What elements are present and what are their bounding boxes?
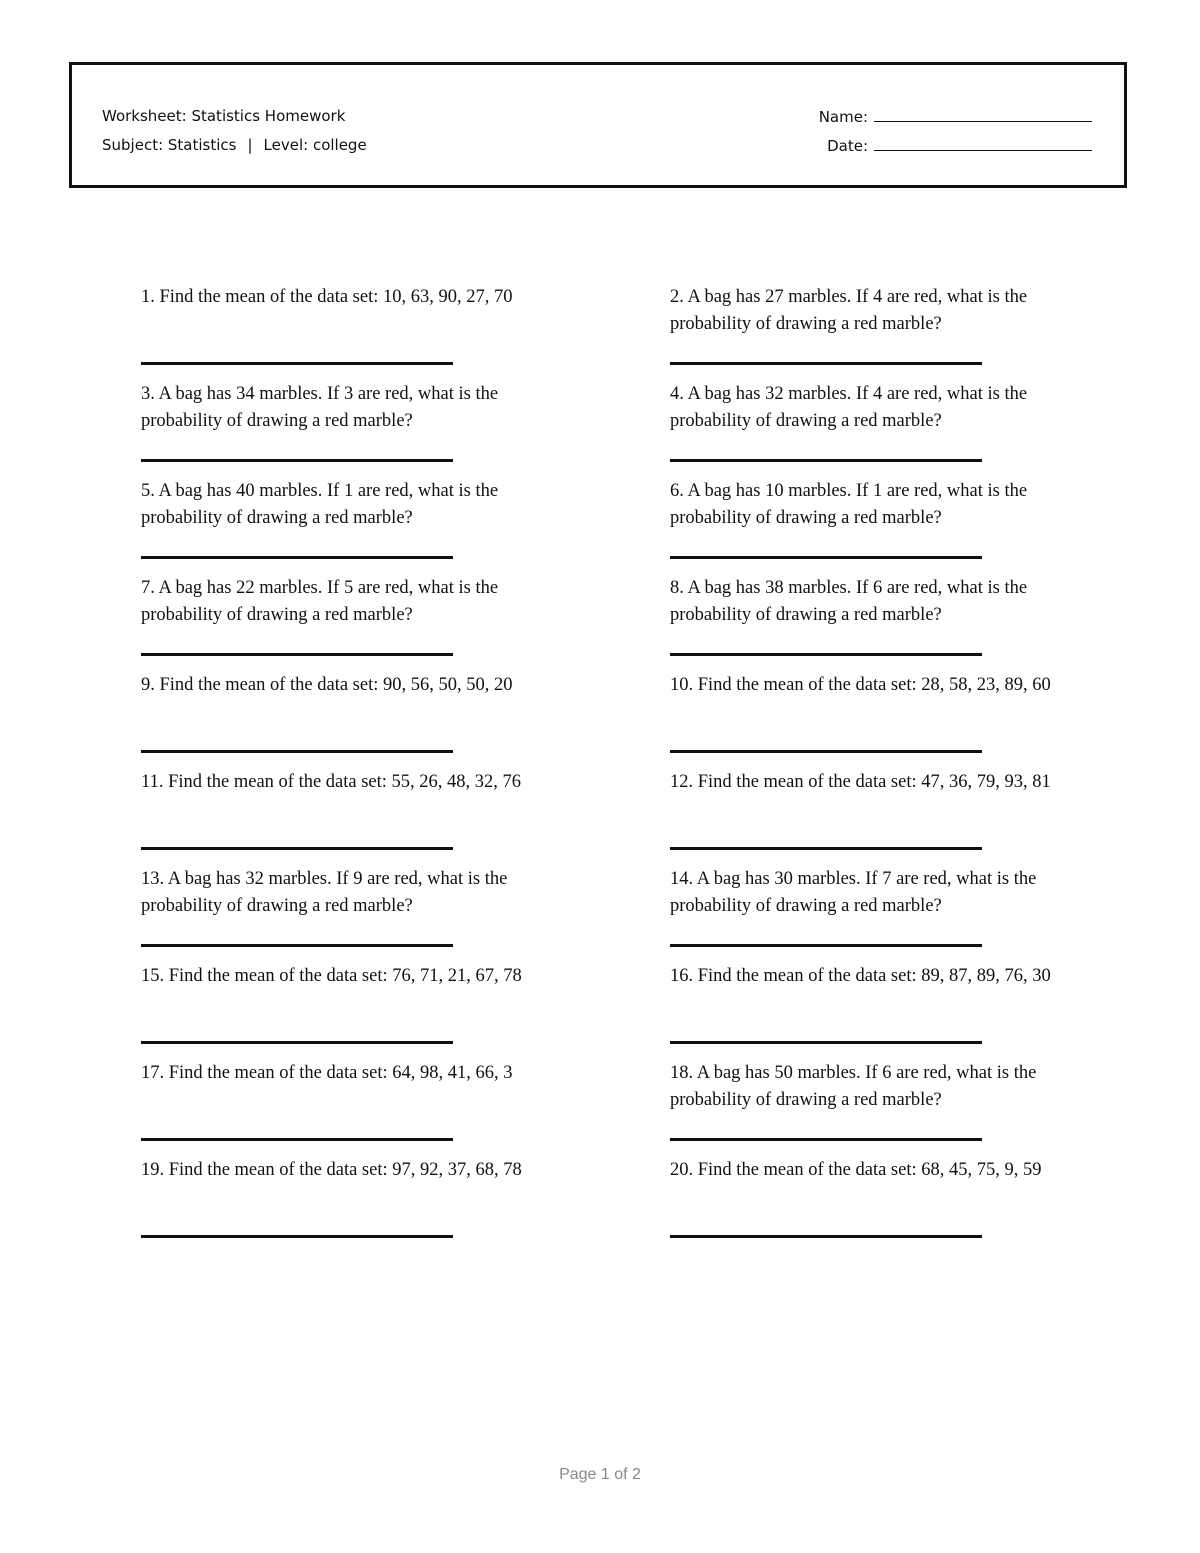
answer-line-20[interactable]: [670, 1235, 982, 1238]
answer-line-14[interactable]: [670, 944, 982, 947]
answer-line-13[interactable]: [141, 944, 453, 947]
answer-line-9[interactable]: [141, 750, 453, 753]
answer-line-17[interactable]: [141, 1138, 453, 1141]
answer-line-7[interactable]: [141, 653, 453, 656]
question-7: 7. A bag has 22 marbles. If 5 are red, what is the probability of drawing a red marble?: [141, 578, 499, 625]
question-3: 3. A bag has 34 marbles. If 3 are red, what is the probability of drawing a red marble?: [141, 384, 499, 431]
answer-line-2[interactable]: [670, 362, 982, 365]
answer-line-11[interactable]: [141, 847, 453, 850]
name-label: Name:: [818, 108, 868, 126]
level-label: Level: college: [263, 136, 367, 154]
answer-line-10[interactable]: [670, 750, 982, 753]
question-11: 11. Find the mean of the data set: 55, 26, 48, 32, 76: [141, 772, 522, 792]
question-13: 13. A bag has 32 marbles. If 9 are red, what is the probability of drawing a red marble?: [141, 869, 508, 916]
question-15: 15. Find the mean of the data set: 76, 71, 21, 67, 78: [141, 966, 522, 986]
question-16: 16. Find the mean of the data set: 89, 87, 89, 76, 30: [670, 966, 1051, 986]
page-number: Page 1 of 2: [559, 1466, 641, 1483]
answer-line-3[interactable]: [141, 459, 453, 462]
question-9: 9. Find the mean of the data set: 90, 56, 50, 50, 20: [141, 675, 513, 695]
question-2: 2. A bag has 27 marbles. If 4 are red, what is the probability of drawing a red marble?: [670, 287, 1028, 334]
question-20: 20. Find the mean of the data set: 68, 45, 75, 9, 59: [670, 1160, 1042, 1180]
question-14: 14. A bag has 30 marbles. If 7 are red, what is the probability of drawing a red marble?: [670, 869, 1037, 916]
separator: |: [247, 136, 253, 154]
subject-label: Subject: Statistics: [102, 136, 237, 154]
answer-line-12[interactable]: [670, 847, 982, 850]
question-1: 1. Find the mean of the data set: 10, 63, 90, 27, 70: [141, 287, 513, 307]
question-19: 19. Find the mean of the data set: 97, 92, 37, 68, 78: [141, 1160, 522, 1180]
answer-line-8[interactable]: [670, 653, 982, 656]
question-6: 6. A bag has 10 marbles. If 1 are red, what is the probability of drawing a red marble?: [670, 481, 1028, 528]
answer-line-6[interactable]: [670, 556, 982, 559]
question-4: 4. A bag has 32 marbles. If 4 are red, what is the probability of drawing a red marble?: [670, 384, 1028, 431]
question-5: 5. A bag has 40 marbles. If 1 are red, what is the probability of drawing a red marble?: [141, 481, 499, 528]
answer-line-4[interactable]: [670, 459, 982, 462]
answer-line-18[interactable]: [670, 1138, 982, 1141]
answer-line-16[interactable]: [670, 1041, 982, 1044]
question-17: 17. Find the mean of the data set: 64, 98, 41, 66, 3: [141, 1063, 513, 1083]
date-label: Date:: [827, 137, 868, 155]
answer-line-1[interactable]: [141, 362, 453, 365]
question-12: 12. Find the mean of the data set: 47, 36, 79, 93, 81: [670, 772, 1051, 792]
answer-line-5[interactable]: [141, 556, 453, 559]
worksheet-title: Worksheet: Statistics Homework: [102, 107, 346, 125]
question-8: 8. A bag has 38 marbles. If 6 are red, what is the probability of drawing a red marble?: [670, 578, 1028, 625]
question-18: 18. A bag has 50 marbles. If 6 are red, what is the probability of drawing a red marble?: [670, 1063, 1037, 1110]
answer-line-19[interactable]: [141, 1235, 453, 1238]
answer-line-15[interactable]: [141, 1041, 453, 1044]
question-10: 10. Find the mean of the data set: 28, 58, 23, 89, 60: [670, 675, 1051, 695]
